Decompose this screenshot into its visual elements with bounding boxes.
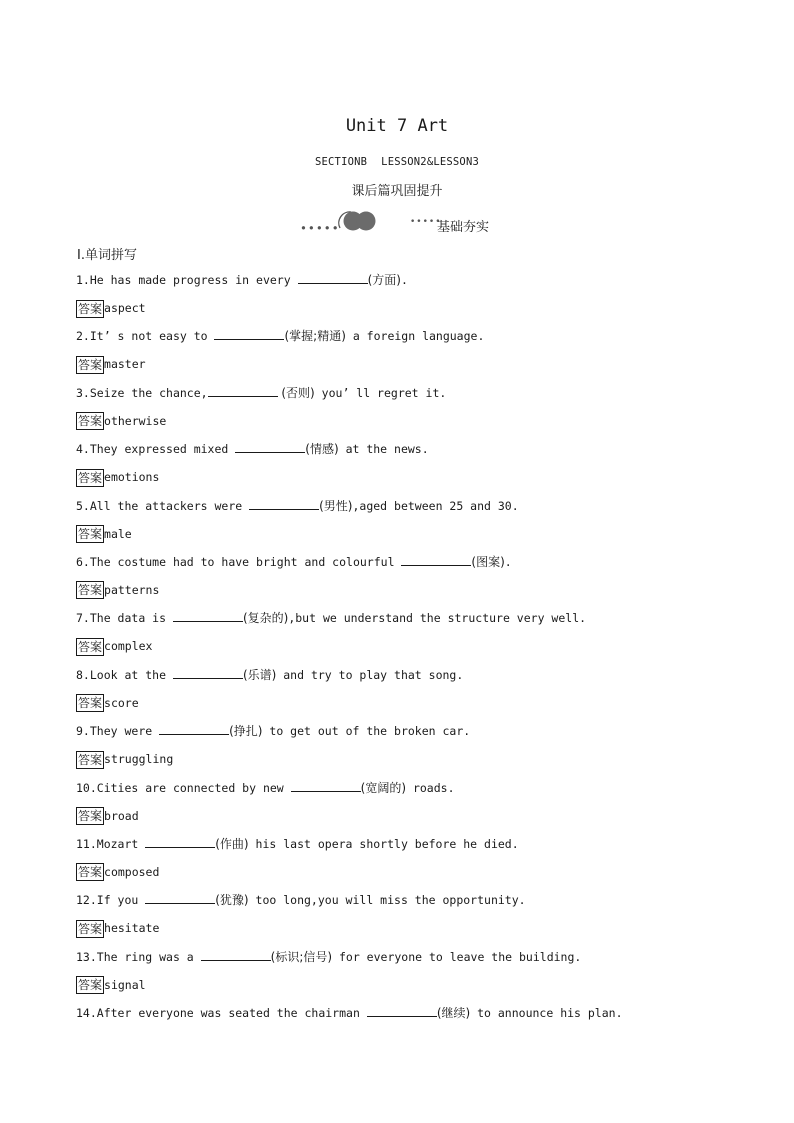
answer-text: composed: [104, 864, 160, 879]
question-text-end: ,but we understand the structure very well.: [288, 611, 587, 626]
question-text: The costume had to have bright and colourful: [89, 554, 402, 569]
question-number: 5.: [76, 498, 90, 513]
question-text-end: ,aged between 25 and 30.: [352, 498, 519, 513]
answer-text: struggling: [104, 752, 174, 767]
question-item: [76, 326, 716, 354]
question-text: Seize the chance,: [89, 385, 208, 400]
answer-row: [76, 806, 716, 834]
question-text: The data is: [89, 611, 173, 626]
question-item: [76, 552, 716, 580]
answer-tag: 答案: [78, 639, 103, 654]
answer-row: [76, 524, 716, 552]
question-number: 6.: [76, 554, 90, 569]
answer-tag: 答案: [78, 865, 103, 880]
chinese-hint: (挣扎): [229, 724, 263, 739]
question-item: [76, 778, 716, 806]
two-circle-icon: [333, 208, 379, 232]
question-text-end: roads.: [406, 780, 455, 795]
question-number: 10.: [76, 780, 97, 795]
question-number: 11.: [76, 836, 97, 851]
chinese-hint: (掌握;精通): [284, 329, 346, 344]
question-text: Cities are connected by new: [96, 780, 291, 795]
section-heading: Ⅰ.单词拼写: [77, 248, 137, 263]
answer-tag: 答案: [78, 583, 103, 598]
question-item: [76, 270, 716, 298]
answer-blank: [401, 552, 471, 566]
answer-tag: 答案: [78, 414, 103, 429]
question-item: [76, 439, 716, 467]
question-text-end: .: [400, 273, 408, 287]
answer-text: aspect: [104, 301, 146, 315]
answer-row: [76, 749, 716, 777]
question-number: 12.: [76, 893, 97, 908]
answer-blank: [201, 947, 271, 961]
answer-tag: 答案: [78, 978, 103, 993]
question-item: [76, 608, 716, 636]
answer-blank: [291, 778, 361, 792]
question-item: [76, 665, 716, 693]
level-banner: [300, 208, 520, 235]
answer-tag: 答案: [78, 527, 103, 542]
answer-text: broad: [104, 808, 139, 823]
question-text-end: for everyone to leave the building.: [332, 949, 582, 964]
answer-blank: [214, 326, 284, 340]
question-text-end: and try to play that song.: [276, 667, 464, 682]
answer-text: otherwise: [104, 413, 167, 428]
answer-tag: 答案: [78, 696, 103, 711]
answer-row: [76, 975, 716, 1003]
answer-tag: 答案: [78, 470, 103, 485]
chinese-hint: (图案): [471, 554, 505, 569]
answer-row: [76, 298, 716, 326]
chinese-hint: (男性): [319, 498, 353, 513]
answer-tag: 答案: [78, 752, 103, 767]
answer-row: [76, 636, 716, 664]
chinese-hint: (继续): [436, 1006, 471, 1021]
question-number: 9.: [76, 724, 90, 739]
question-number: 13.: [76, 949, 97, 964]
question-text-end: to get out of the broken car.: [262, 724, 471, 739]
question-item: [76, 890, 716, 918]
answer-row: [76, 580, 716, 608]
lesson-code: LESSON2&LESSON3: [381, 156, 479, 168]
answer-text: male: [104, 526, 132, 541]
answer-text: emotions: [104, 470, 160, 485]
question-number: 3.: [76, 385, 90, 400]
answer-row: [76, 467, 716, 495]
question-item: [76, 947, 716, 975]
chinese-hint: (复杂的): [242, 611, 289, 626]
chinese-hint: (方面): [367, 273, 401, 287]
answer-blank: [298, 270, 368, 284]
chinese-hint: (犹豫): [215, 893, 249, 908]
answer-row: [76, 693, 716, 721]
answer-row: [76, 411, 716, 439]
question-text-end: too long,you will miss the opportunity.: [248, 893, 526, 908]
answer-row: [76, 354, 716, 382]
question-number: 14.: [76, 1006, 97, 1021]
banner-dots-left: •••••: [300, 221, 340, 235]
question-text-end: at the news.: [338, 442, 429, 457]
answer-tag: 答案: [78, 921, 103, 936]
answer-text: signal: [104, 977, 146, 992]
answer-blank: [173, 665, 243, 679]
answer-text: patterns: [104, 582, 160, 597]
answer-text: master: [104, 357, 146, 372]
answer-blank: [173, 608, 243, 622]
answer-text: complex: [104, 639, 153, 654]
question-text: If you: [96, 893, 146, 908]
question-text: They expressed mixed: [89, 442, 236, 457]
question-item: [76, 721, 716, 749]
chinese-hint: (作曲): [215, 836, 249, 851]
chinese-hint: (宽阔的): [360, 780, 407, 795]
question-text-end: to announce his plan.: [470, 1006, 623, 1021]
answer-tag: 答案: [78, 809, 103, 824]
question-text: Mozart: [96, 836, 146, 851]
question-text-end: his last opera shortly before he died.: [248, 836, 519, 851]
answer-tag: 答案: [78, 301, 103, 316]
question-number: 7.: [76, 611, 90, 626]
chinese-hint: (否则): [277, 385, 315, 400]
answer-blank: [159, 721, 229, 735]
answer-tag: 答案: [78, 357, 103, 372]
question-item: [76, 834, 716, 862]
answer-blank: [235, 439, 305, 453]
question-text: They were: [89, 724, 160, 739]
question-text: It’ s not easy to: [89, 329, 215, 344]
question-text: He has made progress in every: [89, 273, 298, 287]
question-text-end: a foreign language.: [345, 329, 485, 344]
question-text: The ring was a: [96, 949, 201, 964]
answer-row: [76, 918, 716, 946]
page-title: Unit 7 Art: [345, 116, 449, 136]
question-item: [76, 496, 716, 524]
question-text-end: .: [504, 554, 512, 569]
exercise-list: [76, 270, 716, 1031]
chinese-hint: (标识;信号): [270, 949, 333, 964]
section-subtitle: [0, 156, 794, 168]
question-number: 1.: [76, 273, 90, 287]
chinese-hint: (情感): [305, 442, 339, 457]
question-text: Look at the: [89, 667, 173, 682]
chinese-subtitle: 课后篇巩固提升: [351, 184, 443, 199]
question-text: All the attackers were: [89, 498, 250, 513]
section-code: SECTIONB: [314, 156, 368, 168]
answer-blank: [145, 834, 215, 848]
answer-blank: [367, 1003, 437, 1017]
question-number: 4.: [76, 442, 90, 457]
banner-label: 基础夯实: [437, 220, 490, 235]
banner-dots-right: •••••: [410, 217, 442, 227]
answer-blank: [145, 890, 215, 904]
question-text: After everyone was seated the chairman: [96, 1006, 367, 1021]
question-item: [76, 1003, 716, 1031]
answer-text: score: [104, 695, 139, 710]
answer-blank: [249, 496, 319, 510]
answer-row: [76, 862, 716, 890]
answer-text: hesitate: [104, 921, 160, 936]
chinese-hint: (乐谱): [242, 667, 277, 682]
question-text-end: you’ ll regret it.: [314, 385, 447, 400]
answer-blank: [208, 383, 278, 397]
question-number: 8.: [76, 667, 90, 682]
question-item: [76, 383, 716, 411]
question-number: 2.: [76, 329, 90, 344]
